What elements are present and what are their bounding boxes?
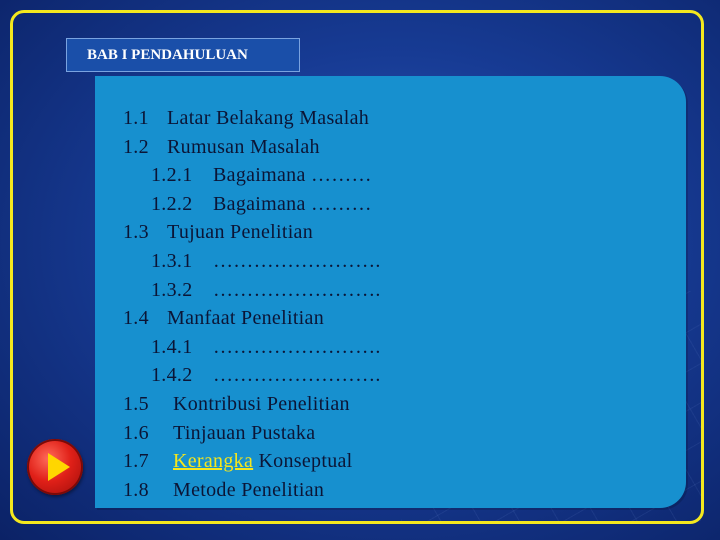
outline-number: 1.5 bbox=[123, 392, 149, 415]
outline-text: Tujuan Penelitian bbox=[167, 221, 314, 244]
outline-item-1-6 bbox=[123, 419, 381, 448]
outline-item-1-8 bbox=[123, 476, 381, 505]
outline-number: 1.2.1 bbox=[151, 164, 193, 187]
outline-item-1-4-1 bbox=[123, 333, 381, 362]
outline-text: ……………………. bbox=[213, 278, 381, 301]
outline-item-1-3-1 bbox=[123, 247, 381, 276]
play-arrow-icon bbox=[48, 453, 70, 481]
outline-number: 1.6 bbox=[123, 421, 149, 444]
outline-text: Latar Belakang Masalah bbox=[167, 107, 370, 129]
outline-item-1-2-2 bbox=[123, 190, 381, 219]
outline-number: 1.4.1 bbox=[151, 335, 193, 358]
outline-text: Kontribusi Penelitian bbox=[173, 392, 350, 415]
outline-item-1-5 bbox=[123, 390, 381, 419]
outline-number: 1.4.2 bbox=[151, 364, 193, 387]
next-slide-button[interactable] bbox=[27, 439, 83, 495]
outline-text: Manfaat Penelitian bbox=[167, 307, 325, 330]
outline-text: Bagaimana ……… bbox=[213, 192, 372, 215]
outline-number: 1.4 bbox=[123, 307, 149, 330]
outline-text: ……………………. bbox=[213, 364, 381, 387]
outline-text: Tinjauan Pustaka bbox=[173, 421, 316, 444]
outline-text: Metode Penelitian bbox=[173, 478, 325, 501]
outline-number: 1.1 bbox=[123, 107, 149, 129]
outline-item-1-4 bbox=[123, 304, 381, 333]
outline-text: Bagaimana ……… bbox=[213, 164, 372, 187]
outline-list bbox=[123, 104, 381, 504]
kerangka-link[interactable]: Kerangka bbox=[173, 450, 254, 473]
outline-item-1-2 bbox=[123, 133, 381, 162]
outline-text: ……………………. bbox=[213, 335, 381, 358]
outline-number: 1.7 bbox=[123, 450, 149, 473]
outline-text: ……………………. bbox=[213, 249, 381, 272]
outline-item-1-3 bbox=[123, 218, 381, 247]
outline-text: Konseptual bbox=[253, 450, 353, 473]
outline-item-1-7 bbox=[123, 447, 381, 476]
outline-item-1-4-2 bbox=[123, 361, 381, 390]
outline-text: Rumusan Masalah bbox=[167, 135, 320, 158]
outline-number: 1.2 bbox=[123, 135, 149, 158]
outline-number: 1.8 bbox=[123, 478, 149, 501]
outline-number: 1.3 bbox=[123, 221, 149, 244]
outline-number: 1.3.2 bbox=[151, 278, 193, 301]
outline-item-1-3-2 bbox=[123, 276, 381, 305]
outline-number: 1.3.1 bbox=[151, 249, 193, 272]
slide-title bbox=[66, 38, 300, 72]
slide-title-text: BAB I PENDAHULUAN bbox=[87, 46, 248, 63]
outline-item-1-2-1 bbox=[123, 161, 381, 190]
outline-number: 1.2.2 bbox=[151, 192, 193, 215]
outline-item-1-1 bbox=[123, 104, 381, 133]
